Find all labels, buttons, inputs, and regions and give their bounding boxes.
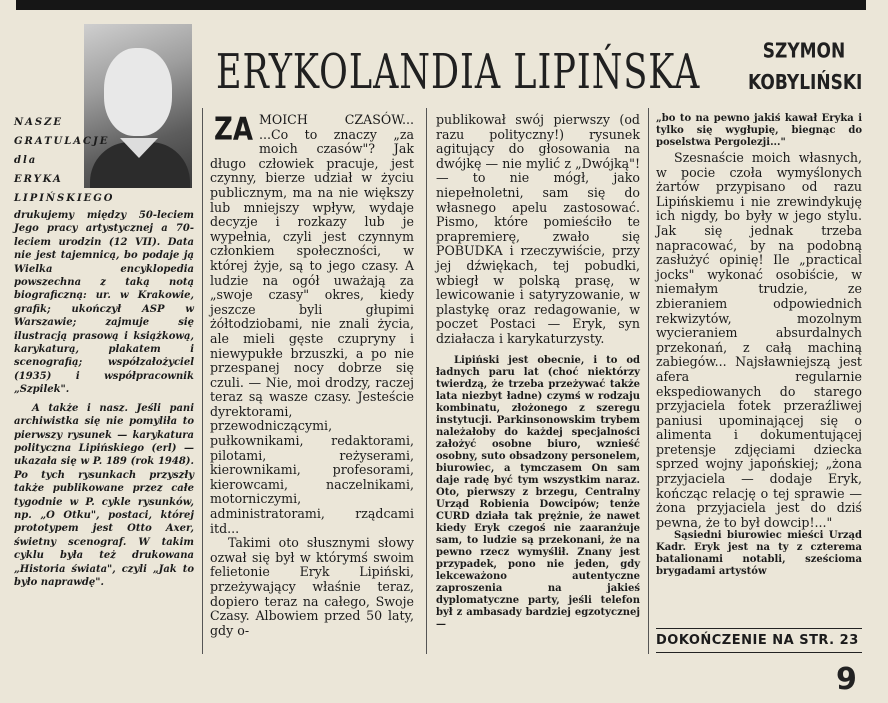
article-author: SZYMON KOBYLIŃSKI bbox=[748, 39, 863, 95]
continued-on-page-note: DOKOŃCZENIE NA STR. 23 bbox=[656, 628, 862, 653]
lead-paragraph-2: A także i nasz. Jeśli pani archiwistka się nie pomyliła to pierwszy rysunek — karykatura polityczna Lipińskiego (erl) — ukazała się w P. 189 (rok 1948). Po tych rysunkach przyszły także publikowane przez całe tygodnie w P. cykle rysunków, np. „O Otku", postaci, której prototypem jest Otto Axer, świetny scenograf. W takim cyklu była też drukowana „Historia świata", czyli „Jak to było naprawdę". bbox=[14, 402, 194, 588]
column-rule-1 bbox=[202, 108, 203, 654]
article-column-2 bbox=[436, 113, 640, 631]
column-rule-2 bbox=[426, 108, 427, 654]
column-2-paragraph-1: publikował swój pierwszy (od razu polityczny!) rysunek agitujący do głosowania na dwójkę — nie mylić z „Dwójką"! — to nie mógł, jako niepełnoletni, sam się do własnego apelu zastosować. Pismo, które pomieściło te prapremierę, zwało się POBUDKA i rzeczywiście, przy jej dźwiękach, tej pobudki, wbiegł w polską prasę, w lewicowanie i satyryzowanie, w plastykę oraz redagowanie, w poczet Postaci — Eryk, syn działacza i karykaturzysty. bbox=[436, 112, 640, 346]
dedication-text: NASZE GRATULACJE dla ERYKA LIPIŃSKIEGO bbox=[14, 117, 115, 204]
lead-sidebar bbox=[14, 113, 194, 594]
page-number: 9 bbox=[836, 662, 857, 697]
article-title: ERYKOLANDIA LIPIŃSKA bbox=[216, 46, 701, 100]
column-3-paragraph-2: Sąsiedni biurowiec mieści Urząd Kadr. Eryk jest na ty z czterema batalionami notabli, sześcioma brygadami artystów bbox=[656, 530, 862, 578]
column-rule-3 bbox=[648, 108, 649, 654]
column-2-paragraph-2: Lipiński jest obecnie, i to od ładnych paru lat (choć niektórzy twierdzą, że trzeba przeżywać także lata niezbyt ładne) czymś w rodzaju kombinatu, złożonego z szeregu instytucji. Parkinsonowskim trybem należałoby do każdej specjalności założyć osobne biuro, wznieść osobny, suto obsadzony personelem, biurowiec, a tymczasem On sam daje radę być tym wszystkim naraz. Oto, pierwszy z brzegu, Centralny Urząd Robienia Dowcipów; tenże CURD działa tak prężnie, że nawet kiedy Eryk czegoś nie zaaranżuje sam, to ludzie są przekonani, że na pewno rzecz wymyślił. Znany jest przypadek, pono nie jeden, gdy lekceważono autentyczne zaproszenia na jakieś dyplomatyczne party, jeśli telefon był z ambasady bardziej egzotycznej — bbox=[436, 354, 640, 630]
article-column-3 bbox=[656, 113, 862, 578]
column-1-paragraph-1: MOICH CZASÓW... ...Co to znaczy „za moich czasów"? Jak długo człowiek pracuje, jest czynny, bierze udział w życiu publicznym, ma na nie większy lub mniejszy wpływ, wydaje decyzje i rozkazy lub je wypełnia, czyli jest czynnym członkiem społeczności, w której żyje, są to jego czasy. A ludzie na ogół uważają za „swoje czasy" okres, kiedy jeszcze byli głupimi żółtodziobami, nie znali życia, ale mieli gęste czupryny i niewypukłe brzuszki, a po nie przespanej nocy dobrze się czuli. — Nie, moi drodzy, raczej teraz są wasze czasy. Jesteście dyrektorami, przewodniczącymi, pułkownikami, redaktorami, pilotami, reżyserami, kierownikami, profesorami, kierowcami, naczelnikami, motorniczymi, administratorami, rządcami itd... bbox=[210, 112, 414, 536]
column-3-quote: „bo to na pewno jakiś kawał Eryka i tylko się wygłupię, biegnąc do poselstwa Pergolezji..." bbox=[656, 113, 862, 148]
column-3-paragraph-1: Szesnaście moich własnych, w pocie czoła wymyślonych żartów przypisano od razu Lipińskiemu i nie zrewindykuję ich nigdy, bo były w jego stylu. Jak się jednak trzeba napracować, by na podobną zasłużyć opinię! Ile „practical jocks" wykonać osobiście, w niemałym trudzie, ze zbieraniem odpowiednich rekwizytów, mozolnym wycieraniem absurdalnych przekonań, z całą machiną zabiegów... Najsławniejszą jest afera regularnie ekspediowanych do starego przyjaciela fotek przeraźliwej paniusi upominającej się o alimenta i dokumentującej pretensje zdjęciami dziecka sprzed wojny japońskiej; „żona przyjaciela — dodaje Eryk, kończąc relację o tej sprawie — żona przyjaciela jest do dziś pewna, że to był dowcip!..." bbox=[656, 150, 862, 530]
column-1-paragraph-2: Takimi oto słusznymi słowy ozwał się był w którymś swoim felietonie Eryk Lipiński, przeżywający właśnie teraz, dopiero teraz na całego, Swoje Czasy. Albowiem przed 50 laty, gdy o- bbox=[210, 535, 414, 638]
lead-paragraph-1: drukujemy między 50-leciem Jego pracy artystycznej a 70-leciem urodzin (12 VII). Data nie jest tajemnicą, bo podaje ją Wielka encyklopedia powszechna z taką notą biograficzną: ur. w Krakowie, grafik; ukończył ASP w Warszawie; zajmuje się ilustracją prasową i książkową, karykaturą, plakatem i scenografią; współzałożyciel (1935) i współpracownik „Szpilek". bbox=[14, 210, 194, 396]
dropcap-za: ZA bbox=[214, 112, 253, 148]
top-black-bar bbox=[16, 0, 866, 10]
article-column-1 bbox=[210, 113, 414, 638]
